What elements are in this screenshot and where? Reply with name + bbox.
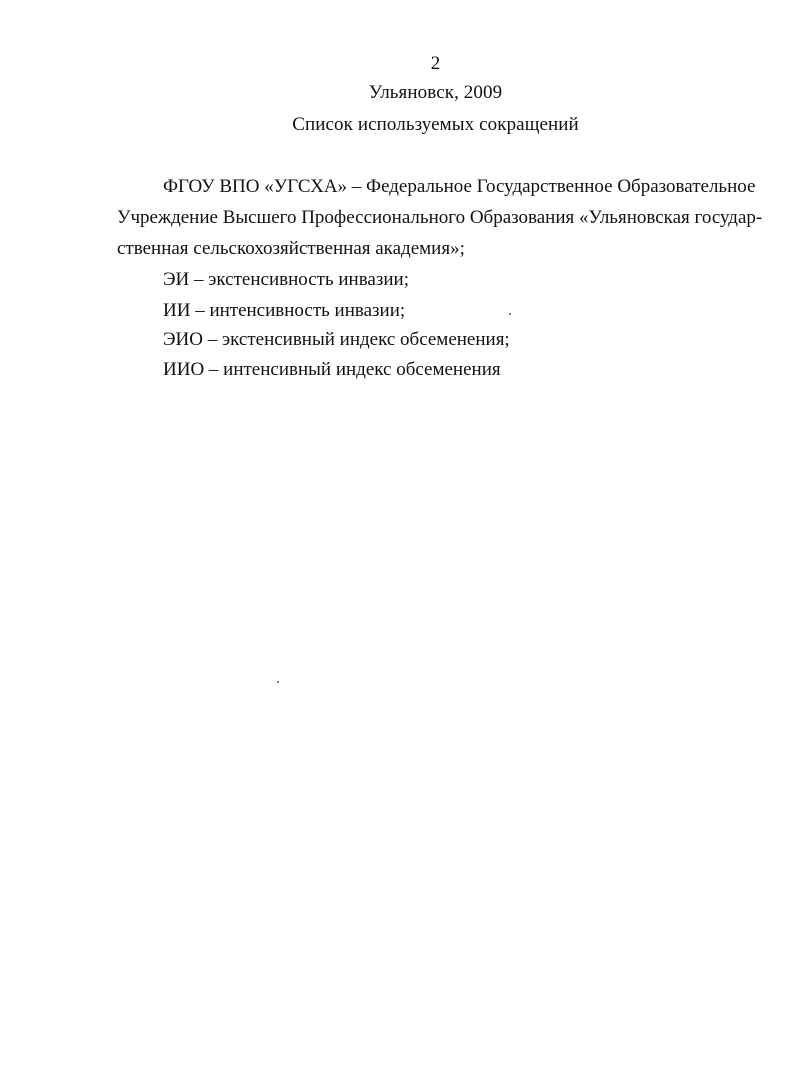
scan-speck: [277, 681, 279, 683]
abbreviation-entry-fgou-line-3: ственная сельскохозяйственная академия»;: [117, 238, 465, 259]
page-number: 2: [430, 53, 441, 74]
abbreviation-entry-ii: ИИ – интенсивность инвазии;: [163, 300, 406, 321]
abbreviations-list-title: Список используемых сокращений: [292, 114, 579, 135]
abbreviation-entry-fgou-line-2: Учреждение Высшего Профессионального Образования «Ульяновская государ-: [117, 207, 763, 228]
abbreviation-entry-ei: ЭИ – экстенсивность инвазии;: [163, 269, 409, 290]
abbreviation-entry-fgou-line-1: ФГОУ ВПО «УГСХА» – Федеральное Государственное Образовательное: [163, 176, 756, 197]
abbreviation-entry-eio: ЭИО – экстенсивный индекс обсеменения;: [163, 329, 510, 350]
abbreviation-entry-iio: ИИО – интенсивный индекс обсеменения: [163, 359, 501, 380]
city-year-line: Ульяновск, 2009: [368, 82, 503, 103]
scan-speck: [509, 313, 511, 315]
